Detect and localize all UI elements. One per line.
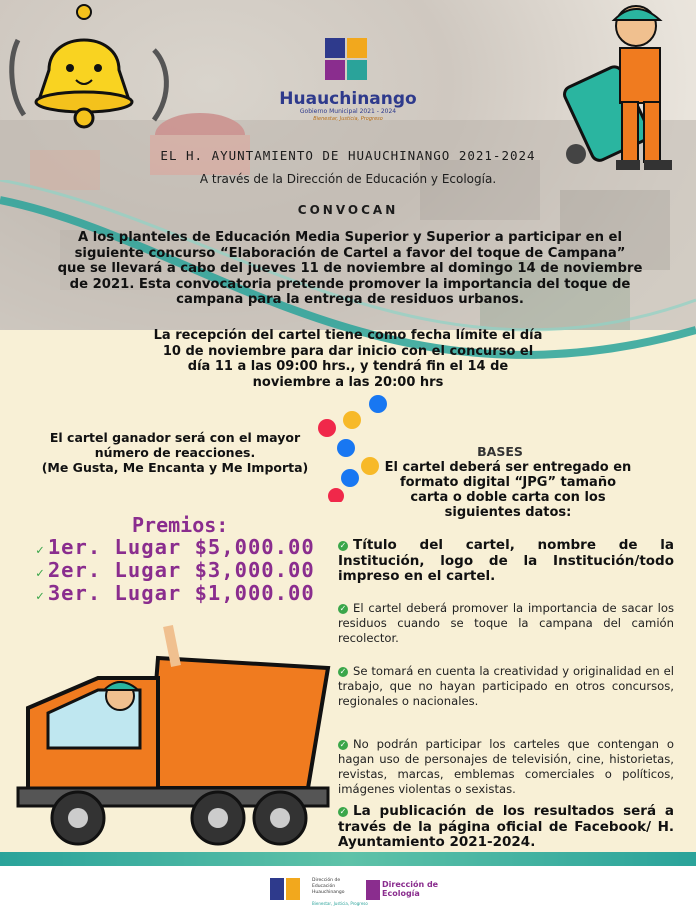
reception-line: día 11 a las 09:00 hrs., y tendrá fin el 14 de: [187, 359, 509, 374]
bases-line: carta o doble carta con los: [410, 490, 606, 505]
care-icon: [343, 411, 361, 429]
dump-truck-illustration: [8, 618, 338, 858]
check-icon: ✓: [36, 566, 45, 581]
ecology-logo-icon: [366, 880, 380, 900]
prize-label: 3er. Lugar $1,000.00: [47, 581, 315, 605]
education-line: Huauchinango: [312, 890, 345, 895]
bases-line: formato digital “JPG” tamaño: [399, 475, 617, 490]
check-icon: ✓: [339, 604, 347, 613]
municipal-logo-icon: [325, 38, 369, 84]
bases-item-text: No podrán participar los carteles que contengan o hagan uso de personajes de televisión, cine, historietas, revistas, marcas, emblemas comerciales o políticos, imágenes violentas o sexistas.: [338, 737, 674, 796]
intro-paragraph: [55, 230, 645, 308]
bases-item: [338, 737, 674, 797]
bases-title: BASES: [477, 444, 523, 459]
page-title: EL H. AYUNTAMIENTO DE HUAUCHINANGO 2021-2024: [160, 148, 536, 163]
reception-line: 10 de noviembre para dar inicio con el concurso el: [162, 343, 534, 359]
bases-item-text: Se tomará en cuenta la creatividad y originalidad en el trabajo, que no hayan participado en otros concursos, regionales o nacionales.: [338, 664, 674, 708]
education-logo-icon: [268, 874, 308, 904]
intro-line: que se llevará a cabo del jueves 11 de noviembre al domingo 14 de noviembre: [57, 261, 643, 276]
love-icon: [328, 488, 344, 502]
reactions-line: El cartel ganador será con el mayor: [49, 430, 301, 445]
check-icon: ✓: [339, 740, 347, 749]
intro-line: de 2021. Esta convocatoria pretende promover la importancia del toque de: [69, 276, 631, 292]
ecology-label: [382, 880, 442, 898]
bases-item: [338, 804, 674, 851]
bases-line: El cartel deberá ser entregado en: [384, 460, 632, 475]
prizes-title: Premios:: [132, 513, 229, 537]
prize-item: [36, 581, 315, 605]
bases-line: siguientes datos:: [444, 505, 572, 520]
check-icon: ✓: [339, 807, 347, 816]
prize-label: 2er. Lugar $3,000.00: [47, 558, 315, 582]
logo-motto: Bienestar, Justicia, Progreso: [313, 116, 383, 122]
education-line: Educación: [312, 884, 336, 889]
like-icon: [369, 395, 387, 413]
bases-item-text: Título del cartel, nombre de la Institución, logo de la Institución/todo impreso en el cartel.: [338, 537, 674, 584]
bases-item: [338, 601, 674, 646]
reception-paragraph: [118, 328, 578, 390]
like-icon: [337, 439, 355, 457]
intro-line: siguiente concurso “Elaboración de Cartel a favor del toque de Campana”: [74, 245, 626, 261]
bases-item: [338, 664, 674, 709]
bases-item-text: El cartel deberá promover la importancia de sacar los residuos cuando se toque la campana del camión recolector.: [338, 601, 674, 645]
reception-line: La recepción del cartel tiene como fecha límite el día: [153, 328, 543, 343]
education-motto: Bienestar, Justicia, Progreso: [312, 901, 368, 906]
intro-line: A los planteles de Educación Media Superior y Superior a participar en el: [77, 230, 623, 245]
check-icon: ✓: [339, 667, 347, 676]
ecology-line: Dirección de: [382, 880, 439, 889]
education-label: [312, 878, 360, 896]
like-icon: [341, 469, 359, 487]
education-line: Dirección de: [312, 878, 341, 883]
bell-icon: [4, 0, 184, 140]
bases-item: [338, 538, 674, 585]
ecology-line: Ecología: [382, 889, 420, 898]
logo-sub: Gobierno Municipal 2021 - 2024: [299, 108, 397, 115]
reactions-line: número de reacciones.: [94, 445, 256, 460]
reactions-line: (Me Gusta, Me Encanta y Me Importa): [41, 460, 309, 475]
intro-line: campana para la entrega de residuos urbanos.: [176, 292, 524, 307]
prize-item: [36, 535, 315, 559]
bases-item-text: La publicación de los resultados será a través de la página oficial de Facebook/ H. Ayuntamiento 2021-2024.: [338, 803, 674, 850]
page-subtitle: A través de la Dirección de Educación y Ecología.: [199, 172, 497, 186]
prize-label: 1er. Lugar $5,000.00: [47, 535, 315, 559]
reception-line: noviembre a las 20:00 hrs: [252, 374, 444, 390]
check-icon: ✓: [36, 589, 45, 604]
bases-intro: [376, 460, 640, 520]
check-icon: ✓: [36, 543, 45, 558]
check-icon: ✓: [339, 541, 347, 550]
logo-name: Huauchinango: [279, 89, 417, 109]
reactions-note: [20, 430, 330, 475]
prize-item: [36, 558, 315, 582]
convocan-heading: CONVOCAN: [297, 203, 399, 217]
